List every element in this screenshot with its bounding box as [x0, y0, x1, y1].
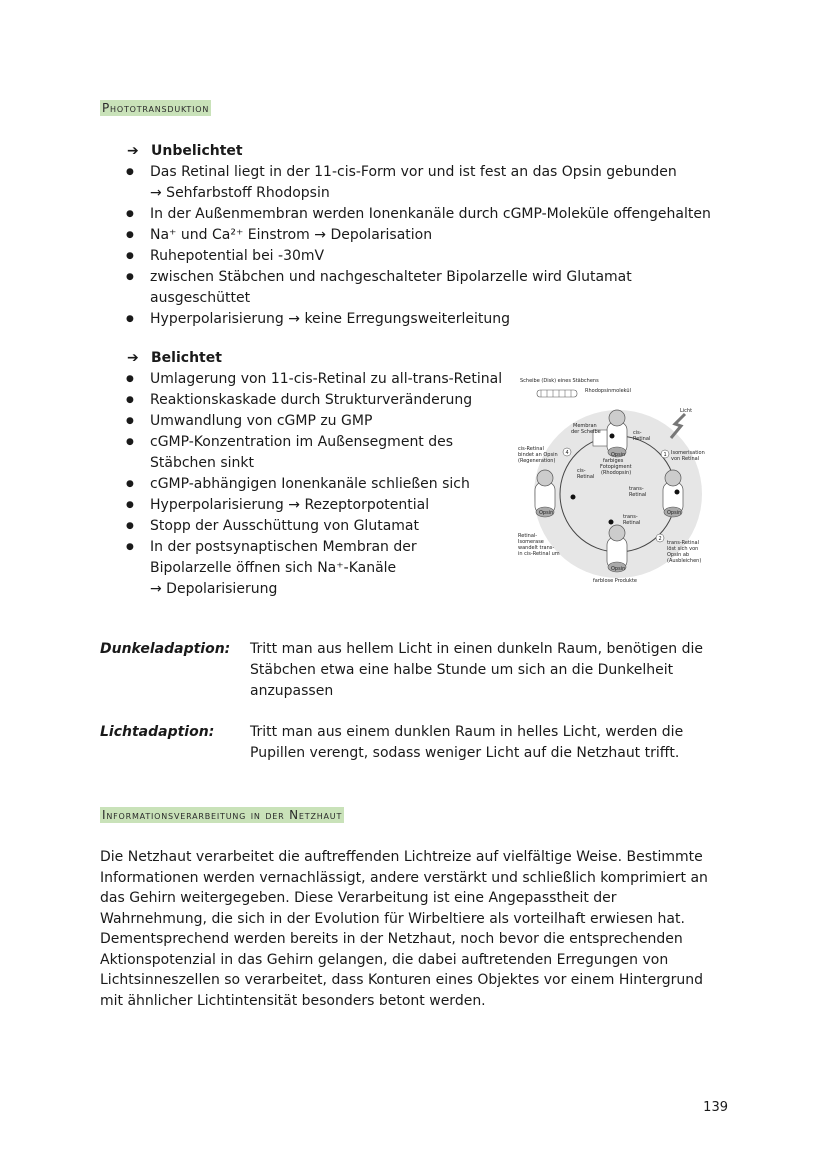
opsin-label: Opsin — [611, 452, 626, 458]
rhodopsin-cycle-diagram — [515, 372, 710, 587]
diagram-label: der Scheibe — [571, 429, 601, 435]
list-item — [123, 390, 523, 411]
diagram-label: cis-Retinal — [518, 446, 544, 452]
diagram-label: Rhodopsinmolekül — [585, 388, 631, 394]
list-item-line: ausgeschüttet — [150, 290, 251, 306]
diagram-label: Scheibe (Disk) eines Stäbchens — [520, 378, 599, 384]
rhodopsin-cycle-svg — [515, 372, 710, 587]
paragraph-line: Die Netzhaut verarbeitet die auftreffenden Lichtreize auf vielfältige Weise. Bestimmte — [100, 849, 703, 865]
belichtet-list — [123, 369, 523, 600]
diagram-label: Retinal — [577, 474, 595, 480]
diagram-label: Membran — [573, 423, 597, 429]
light-bolt-icon — [671, 414, 685, 438]
list-item — [123, 204, 763, 225]
term-definition — [250, 722, 740, 764]
diagram-label: farbiges — [603, 458, 624, 464]
list-item-line: ● cGMP-Konzentration im Außensegment des — [150, 434, 454, 450]
belichtet-block — [123, 348, 523, 600]
list-item-line: Reaktionskaskade durch Strukturveränderung — [150, 392, 473, 408]
belichtet-heading — [123, 348, 523, 369]
unbelichtet-heading-text: Unbelichtet — [151, 143, 243, 159]
list-item-line: Hyperpolarisierung → Rezeptorpotential — [150, 497, 430, 513]
diagram-label: wandelt trans- — [518, 545, 555, 551]
definition-line: Stäbchen etwa eine halbe Stunde um sich an die Dunkelheit — [250, 662, 674, 678]
list-item-line: Na⁺ und Ca²⁺ Einstrom → Depolarisation — [150, 227, 433, 243]
list-item — [123, 309, 763, 330]
definition-line: Tritt man aus hellem Licht in einen dunkeln Raum, benötigen die — [250, 641, 704, 657]
term-label: Dunkeladaption: — [100, 641, 231, 657]
list-item — [123, 246, 763, 267]
definition-line: Pupillen verengt, sodass weniger Licht auf die Netzhaut trifft. — [250, 745, 680, 761]
diagram-label: cis- — [633, 430, 642, 436]
list-item-line: Stopp der Ausschüttung von Glutamat — [150, 518, 419, 534]
list-item-line: → Depolarisierung — [150, 581, 278, 597]
paragraph-line: Wahrnehmung, die sich in der Evolution für Wirbeltiere als vorteilhaft erwiesen hat. — [100, 910, 685, 927]
diagram-label: Retinal — [633, 436, 651, 442]
list-item-line: ● Das Retinal liegt in der 11-cis-Form vor und ist fest an das Opsin gebunden — [150, 164, 677, 180]
diagram-label: von Retinal — [671, 456, 700, 462]
diagram-label: Fotopigment — [600, 464, 632, 470]
list-item — [123, 267, 763, 309]
list-item-line: Stäbchen sinkt — [150, 455, 255, 471]
term-lichtadaption — [100, 722, 740, 764]
list-item — [123, 162, 763, 204]
opsin-label: Opsin — [667, 510, 682, 516]
step-number: 2 — [658, 536, 662, 542]
paragraph-line: Dementsprechend werden bereits in der Netzhaut, noch bevor die entsprechenden — [100, 931, 683, 947]
list-item-line: ● In der postsynaptischen Membran der — [150, 539, 417, 555]
paragraph-line: mit ähnlicher Lichtintensität besonders betont werden. — [100, 992, 486, 1009]
list-item-line: Ruhepotential bei -30mV — [150, 248, 325, 264]
section-heading-phototransduktion: Phototransduktion — [102, 101, 210, 115]
paragraph-line: Lichtsinneszellen so verarbeitet, dass Konturen eines Objektes vor einem Hintergrund — [100, 972, 704, 988]
term-dunkeladaption — [100, 639, 740, 702]
list-item — [123, 411, 523, 432]
diagram-label: in cis-Retinal um — [518, 551, 560, 557]
list-item-line: In der Außenmembran werden Ionenkanäle durch cGMP-Moleküle offengehalten — [150, 206, 711, 222]
list-item-line: cGMP-abhängigen Ionenkanäle schließen sich — [150, 476, 470, 492]
arrow-right-icon: ➔ — [127, 350, 139, 366]
paragraph-line: Aktionspotenzial in das Gehirn gelangen, die dabei auftretenden Erregungen von — [100, 951, 669, 968]
opsin-label: Opsin — [611, 566, 626, 572]
list-item — [123, 537, 523, 600]
list-item-line: → Sehfarbstoff Rhodopsin — [150, 185, 330, 201]
list-item — [123, 474, 523, 495]
step-number: 1 — [663, 452, 667, 458]
section-heading-informationsverarbeitung: Informationsverarbeitung in der Netzhaut — [102, 808, 343, 822]
diagram-label: Retinal — [629, 492, 647, 498]
diagram-label: Opsin ab — [667, 552, 690, 558]
body-paragraph — [100, 847, 715, 1011]
arrow-right-icon: ➔ — [127, 143, 139, 159]
paragraph-line: Informationen werden vernachlässigt, andere verstärkt und schließlich komprimiert an — [100, 869, 708, 886]
step-number: 4 — [565, 450, 569, 456]
diagram-label: Retinal- — [518, 533, 538, 539]
diagram-label: löst sich von — [667, 546, 699, 552]
list-item — [123, 432, 523, 474]
paragraph-line: das Gehirn weitergegeben. Diese Verarbeitung ist eine Angepasstheit der — [100, 890, 617, 906]
diagram-label: (Ausbleichen) — [667, 558, 702, 564]
diagram-label: (Regeneration) — [518, 458, 556, 464]
diagram-label: (Rhodopsin) — [601, 470, 632, 476]
list-item — [123, 516, 523, 537]
list-item — [123, 495, 523, 516]
list-item — [123, 225, 763, 246]
unbelichtet-heading — [123, 141, 763, 162]
diagram-label: Isomerase — [518, 539, 544, 545]
diagram-label: trans-Retinal — [667, 540, 699, 546]
definition-line: Tritt man aus einem dunklen Raum in helles Licht, werden die — [250, 724, 684, 740]
term-label: Lichtadaption: — [100, 724, 215, 740]
diagram-label: trans- — [623, 514, 638, 520]
opsin-label: Opsin — [539, 510, 554, 516]
diagram-label: Retinal — [623, 520, 641, 526]
unbelichtet-list — [123, 162, 763, 330]
diagram-label: cis- — [577, 468, 586, 474]
diagram-label: Isomerisation — [671, 450, 705, 456]
definition-line: anzupassen — [250, 683, 334, 699]
diagram-label: Licht — [680, 408, 693, 414]
list-item-line: Bipolarzelle öffnen sich Na⁺-Kanäle — [150, 560, 397, 576]
list-item-line: Umlagerung von 11-cis-Retinal zu all-trans-Retinal — [150, 371, 503, 387]
belichtet-heading-text: Belichtet — [151, 350, 222, 366]
list-item-line: Umwandlung von cGMP zu GMP — [150, 413, 373, 429]
diagram-label: farblose Produkte — [593, 578, 637, 584]
list-item-line: Hyperpolarisierung → keine Erregungsweiterleitung — [150, 311, 511, 327]
term-definition — [250, 639, 740, 702]
diagram-label: bindet an Opsin — [518, 452, 558, 458]
list-item-line: ● zwischen Stäbchen und nachgeschalteter Bipolarzelle wird Glutamat — [150, 269, 632, 285]
diagram-label: trans- — [629, 486, 644, 492]
unbelichtet-block — [123, 141, 763, 330]
list-item — [123, 369, 523, 390]
page-number: 139 — [703, 1100, 728, 1115]
